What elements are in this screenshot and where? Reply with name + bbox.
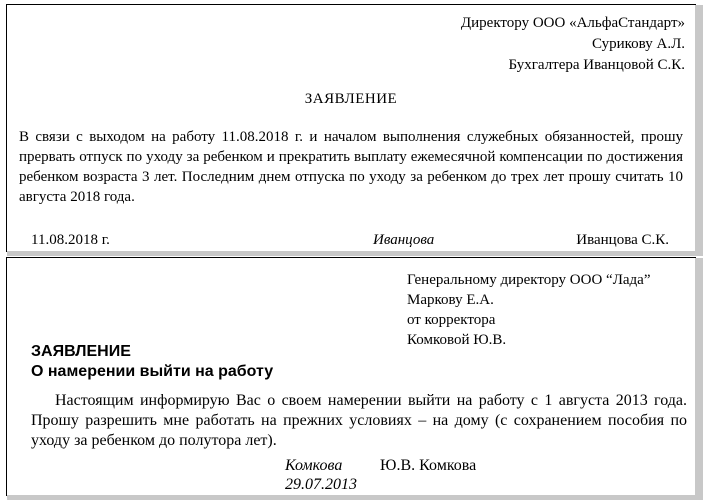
signature: Иванцова <box>373 232 435 248</box>
document-body: В связи с выходом на работу 11.08.2018 г. и началом выполнения служебных обязанностей, прошу прервать отпуск по уходу за ребенком и прекратить выплату ежемесячной компенсации по достижения ребенком возраста 3 лет. Последним днем отпуска по уходу за ребенком до трех лет прошу считать 10 августа 2018 года. <box>19 129 683 205</box>
addressee-block <box>407 270 650 350</box>
document-date: 29.07.2013 <box>285 476 357 493</box>
addressee-line: от корректора <box>407 312 496 328</box>
signer-name: Ю.В. Комкова <box>380 457 477 474</box>
addressee-line: Директору ООО «АльфаСтандарт» <box>460 15 685 31</box>
addressee-line: Генеральному директору ООО “Лада” <box>407 272 651 288</box>
addressee-line: Маркову Е.А. <box>407 292 494 308</box>
application-document-2 <box>6 257 696 496</box>
document-subtitle: О намерении выйти на работу <box>31 363 274 380</box>
document-title: ЗАЯВЛЕНИЕ <box>304 91 398 107</box>
panel-shadow-bottom <box>7 251 703 256</box>
document-body: Настоящим информирую Вас о своем намерении выйти на работу с 1 августа 2013 года. Прошу разрешить мне работать на прежних условиях – на дому (с сохранением пособия по уходу за ребенком до полутора лет). <box>31 392 687 449</box>
document-title: ЗАЯВЛЕНИЕ <box>31 343 131 360</box>
application-document-1 <box>6 4 696 252</box>
addressee-line: Сурикову А.Л. <box>591 36 685 52</box>
addressee-line: Бухгалтера Иванцовой С.К. <box>508 57 685 73</box>
panel-shadow-right <box>695 258 703 495</box>
signer-name: Иванцова С.К. <box>576 232 669 248</box>
document-date: 11.08.2018 г. <box>31 232 110 248</box>
document-heading <box>31 342 273 382</box>
addressee-block <box>461 13 685 76</box>
addressee-line: Комковой Ю.В. <box>407 332 507 348</box>
panel-shadow-right <box>695 5 703 251</box>
panel-shadow-bottom <box>7 495 703 500</box>
signature: Комкова <box>285 457 343 474</box>
